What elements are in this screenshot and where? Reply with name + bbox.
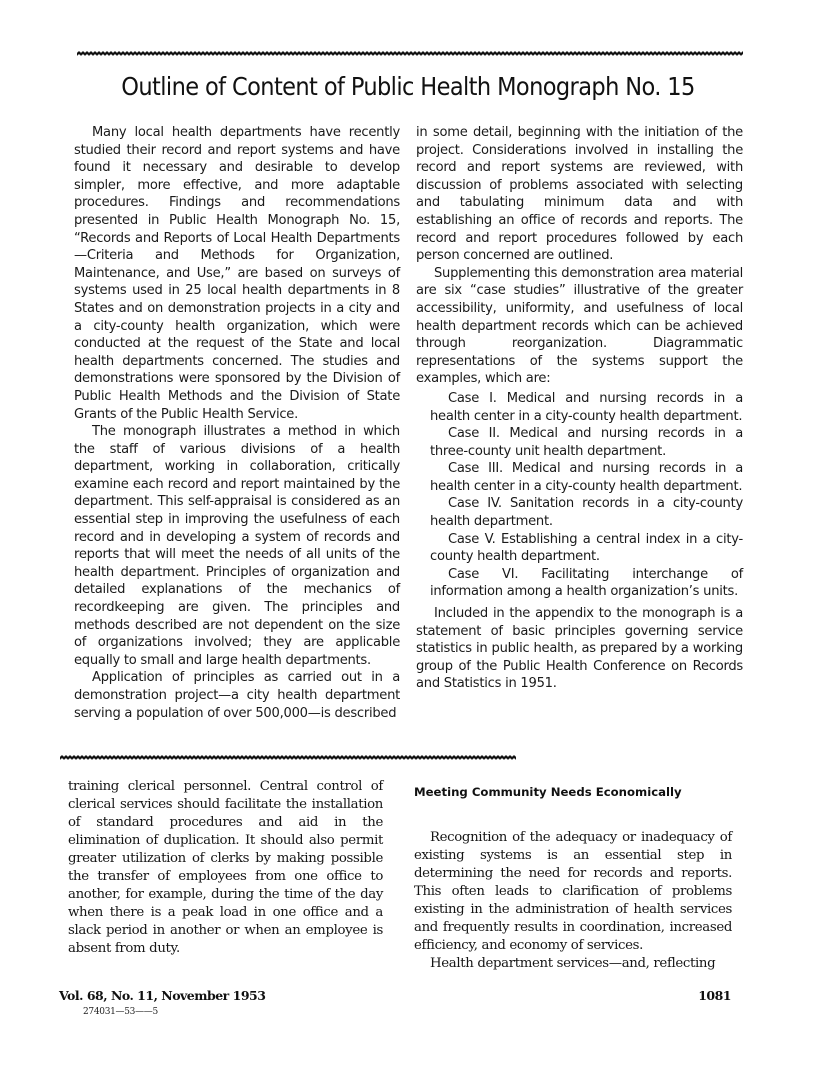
bottom-wavy-rule bbox=[60, 754, 516, 762]
article-paragraph: training clerical personnel. Central control of clerical services should facilitate the installation of standard procedures and aid in the elimination of duplication. It should also permit greater utilization of clerks by making possible the transfer of employees from one office to another, for example, during the time of the day when there is a peak load in one office and a slack period in another or when an employee is absent from duty. bbox=[68, 779, 383, 956]
article-right-column bbox=[414, 829, 732, 973]
case-list bbox=[416, 390, 743, 601]
top-wavy-rule bbox=[77, 50, 743, 58]
outline-paragraph: The monograph illustrates a method in which the staff of various divisions of a health department, working in collaboration, critically examine each record and report maintained by the department. This self-appraisal is considered as an essential step in improving the usefulness of each record and in developing a system of records and reports that will meet the needs of all units of the health department. Principles of organization and detailed explanations of the mechanics of recordkeeping are given. The principles and methods described are not dependent on the size of organizations involved; they are applicable equally to small and large health departments. bbox=[74, 424, 400, 668]
case-item: Case IV. Sanitation records in a city-county health department. bbox=[430, 496, 743, 530]
print-code: 274031—53——5 bbox=[83, 1007, 158, 1017]
page-number: 1081 bbox=[698, 988, 731, 1003]
outline-paragraph: Application of principles as carried out in a demonstration project—a city health department serving a population of over 500,000—is described bbox=[74, 670, 400, 721]
case-item: Case I. Medical and nursing records in a health center in a city-county health department. bbox=[430, 390, 743, 424]
section-heading: Meeting Community Needs Economically bbox=[414, 785, 682, 799]
outline-appendix: Included in the appendix to the monograph is a statement of basic principles governing service statistics in public health, as prepared by a working group of the Public Health Conference on Records and Statistics in 1951. bbox=[416, 606, 743, 692]
wavy-line-icon bbox=[77, 50, 743, 58]
wavy-line-icon bbox=[60, 754, 516, 762]
case-item: Case VI. Facilitating interchange of information among a health organization’s units. bbox=[430, 566, 743, 600]
outline-supplement: Supplementing this demonstration area material are six “case studies” illustrative of the greater accessibility, uniformity, and usefulness of local health department records which can be achieved through reorganization. Diagrammatic representations of the systems support the examples, which are: bbox=[416, 265, 743, 387]
article-left-column bbox=[68, 778, 383, 958]
journal-citation: Vol. 68, No. 11, November 1953 bbox=[59, 988, 266, 1003]
outline-paragraph: Many local health departments have recently studied their record and report systems and have found it necessary and desirable to develop simpler, more effective, and more adaptable procedures. Findings and recommendations presented in Public Health Monograph No. 15, “Records and Reports of Local Health Departments—Criteria and Methods for Organization, Maintenance, and Use,” are based on surveys of systems used in 25 local health departments in 8 States and on demonstration projects in a city and a city-county health organization, which were conducted at the request of the State and local health departments concerned. The studies and demonstrations were sponsored by the Division of Public Health Methods and the Division of State Grants of the Public Health Service. bbox=[74, 125, 400, 422]
page-title: Outline of Content of Public Health Monograph No. 15 bbox=[121, 72, 695, 101]
article-paragraph: Health department services—and, reflecting bbox=[430, 956, 716, 971]
case-item: Case V. Establishing a central index in a city-county health department. bbox=[430, 531, 743, 565]
article-paragraph: Recognition of the adequacy or inadequacy of existing systems is an essential step in determining the need for records and reports. This often leads to clarification of problems existing in the administration of health services and frequently results in coordination, increased efficiency, and economy of services. bbox=[414, 830, 732, 953]
outline-left-column bbox=[74, 124, 400, 722]
outline-right-column bbox=[416, 124, 743, 693]
case-item: Case III. Medical and nursing records in a health center in a city-county health department. bbox=[430, 461, 743, 494]
outline-continuation: in some detail, beginning with the initiation of the project. Considerations involved in installing the record and report systems are reviewed, with discussion of problems associated with selecting and tabulating minimum data and with establishing an office of records and reports. The record and report procedures followed by each person concerned are outlined. bbox=[416, 125, 743, 264]
case-item: Case II. Medical and nursing records in a three-county unit health department. bbox=[430, 426, 743, 459]
